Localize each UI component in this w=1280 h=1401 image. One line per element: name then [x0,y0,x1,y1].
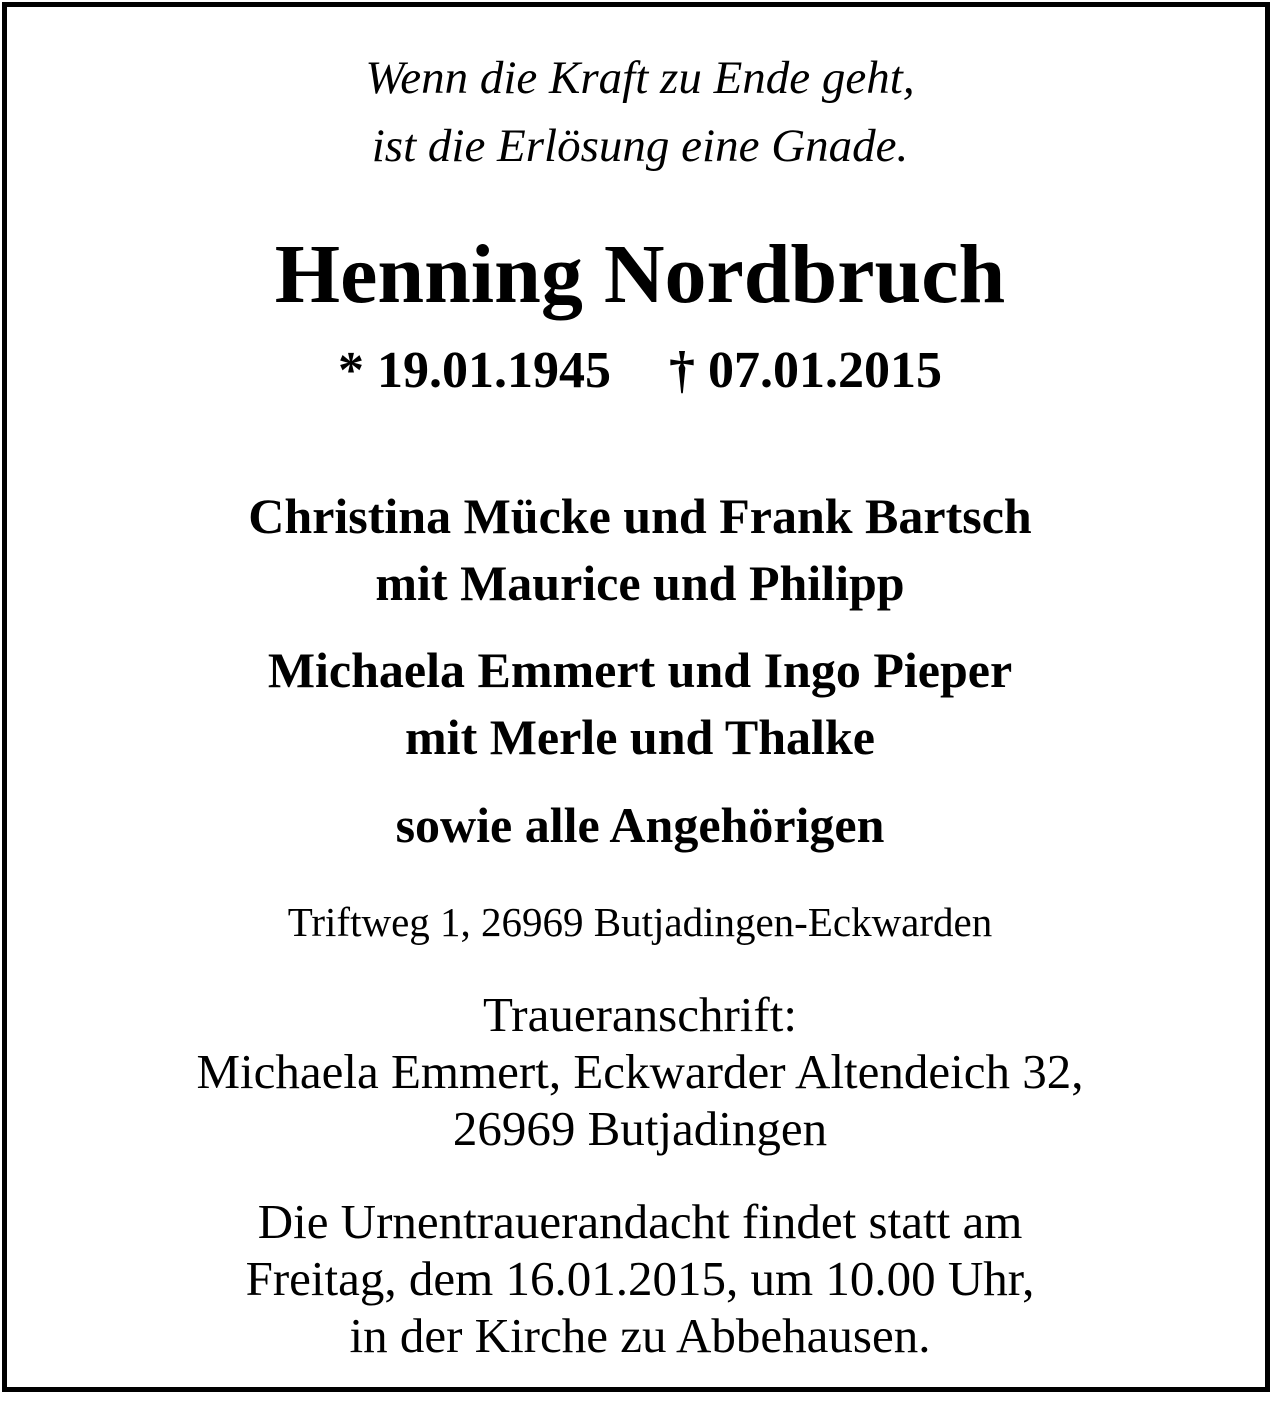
residence-address: Triftweg 1, 26969 Butjadingen-Eckwarden [287,899,993,945]
mourner-line-2: mit Maurice und Philipp [375,555,905,611]
death-date: † 07.01.2015 [669,342,942,399]
condolence-address-line-1: Michaela Emmert, Eckwarder Altendeich 32, [196,1044,1084,1099]
condolence-address-line-2: 26969 Butjadingen [452,1101,828,1156]
mourner-line-5: sowie alle Angehörigen [395,797,885,853]
birth-date: * 19.01.1945 [338,342,611,399]
condolence-label: Traueranschrift: [483,987,797,1042]
mourner-line-4: mit Merle und Thalke [405,709,875,765]
mourner-line-3: Michaela Emmert und Ingo Pieper [267,642,1013,698]
life-dates [0,342,1280,399]
service-line-1: Die Urnentrauerandacht findet statt am [257,1194,1023,1249]
motto-line-1: Wenn die Kraft zu Ende geht, [365,52,915,104]
service-line-3: in der Kirche zu Abbehausen. [349,1308,931,1363]
deceased-name: Henning Nordbruch [274,228,1006,321]
mourner-line-1: Christina Mücke und Frank Bartsch [248,488,1032,544]
motto-line-2: ist die Erlösung eine Gnade. [371,120,909,172]
service-line-2: Freitag, dem 16.01.2015, um 10.00 Uhr, [245,1251,1035,1306]
